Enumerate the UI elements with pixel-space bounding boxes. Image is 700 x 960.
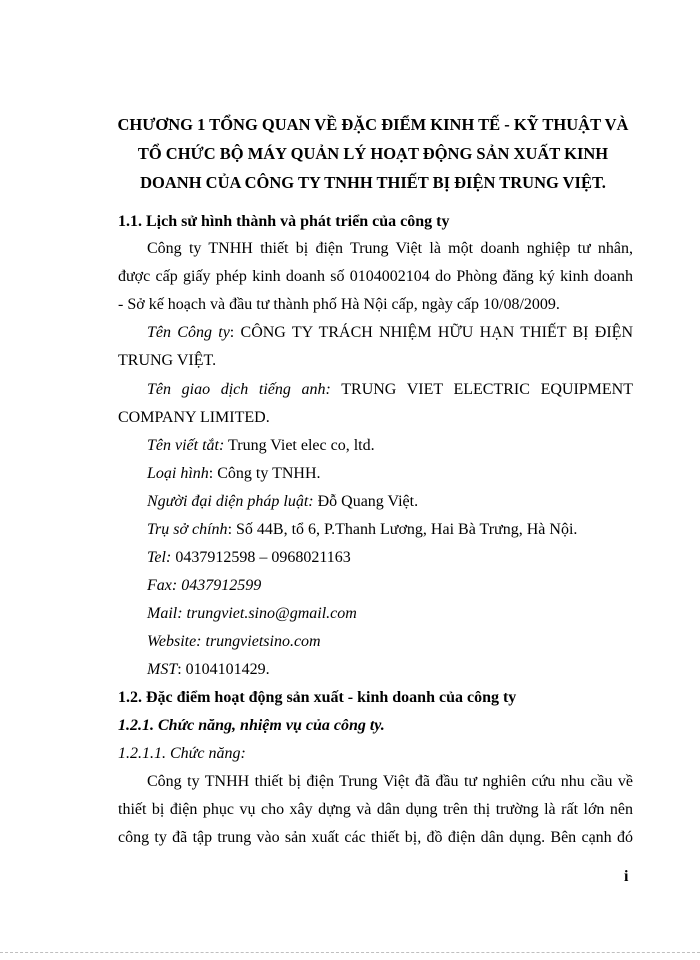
paragraph-1-2-line-2: thiết bị điện phục vụ cho xây dựng và dân dụng trên thị trường là rất lớn nên [118,801,633,818]
page-number: i [624,868,629,885]
paragraph-1-1-line-1: Công ty TNHH thiết bị điện Trung Việt là một doanh nghiệp tư nhân, [147,240,633,257]
tax-code-label: MST [147,661,178,678]
english-name-line-2: COMPANY LIMITED. [118,409,270,426]
company-type-label: Loại hình [147,465,209,482]
english-name-line-1 [147,381,633,399]
section-1-2-1-1-heading: 1.2.1.1. Chức năng: [118,745,246,762]
legal-rep-value: Đỗ Quang Việt. [313,493,419,510]
tax-code-line [147,661,633,679]
headquarters-label: Trụ sở chính [147,521,228,538]
company-type-line [147,465,633,483]
section-1-2-heading: 1.2. Đặc điểm hoạt động sản xuất - kinh doanh của công ty [118,689,517,706]
tax-code-value: : 0104101429. [177,661,270,678]
company-name-value: : CÔNG TY TRÁCH NHIỆM HỮU HẠN THIẾT BỊ ĐIỆN [229,324,634,341]
short-name-label: Tên viết tắt: [147,437,225,454]
paragraph-1-1-line-3: - Sở kế hoạch và đầu tư thành phố Hà Nội cấp, ngày cấp 10/08/2009. [118,296,560,313]
company-name-line-1 [147,324,633,342]
short-name-line [147,437,633,455]
website-line: Website: trungvietsino.com [147,633,321,650]
company-type-value: : Công ty TNHH. [208,465,321,482]
headquarters-line [147,521,633,539]
fax-line: Fax: 0437912599 [147,577,262,594]
short-name-value: Trung Viet elec co, ltd. [224,437,375,454]
chapter-title-line-3: DOANH CỦA CÔNG TY TNHH THIẾT BỊ ĐIỆN TRUNG VIỆT. [140,173,606,192]
company-name-label: Tên Công ty [147,324,230,341]
mail-line: Mail: trungviet.sino@gmail.com [147,605,357,622]
english-name-value: TRUNG VIET ELECTRIC EQUIPMENT [330,381,634,398]
legal-rep-line [147,493,633,511]
headquarters-value: : Số 44B, tổ 6, P.Thanh Lương, Hai Bà Trưng, Hà Nội. [227,521,578,538]
phone-line [147,549,633,567]
phone-value: 0437912598 – 0968021163 [171,549,351,566]
english-name-label: Tên giao dịch tiếng anh: [147,381,331,398]
paragraph-1-1-line-2: được cấp giấy phép kinh doanh số 0104002104 do Phòng đăng ký kinh doanh [118,268,633,285]
page-bottom-rule [0,952,700,953]
company-name-line-2: TRUNG VIỆT. [118,352,217,369]
paragraph-1-2-line-3: công ty đã tập trung vào sản xuất các thiết bị, đồ điện dân dụng. Bên cạnh đó [118,829,633,846]
section-1-2-1-heading: 1.2.1. Chức năng, nhiệm vụ của công ty. [118,717,385,734]
chapter-title-line-1: CHƯƠNG 1 TỔNG QUAN VỀ ĐẶC ĐIỂM KINH TẾ - KỸ THUẬT VÀ [117,115,629,134]
paragraph-1-2-line-1: Công ty TNHH thiết bị điện Trung Việt đã đầu tư nghiên cứu nhu cầu về [147,773,633,790]
phone-label: Tel: [147,549,172,566]
chapter-title-line-2: TỔ CHỨC BỘ MÁY QUẢN LÝ HOẠT ĐỘNG SẢN XUẤT KINH [137,144,609,163]
legal-rep-label: Người đại diện pháp luật: [147,493,314,510]
section-1-1-heading: 1.1. Lịch sử hình thành và phát triển của công ty [118,213,450,230]
chapter-title [108,110,638,197]
